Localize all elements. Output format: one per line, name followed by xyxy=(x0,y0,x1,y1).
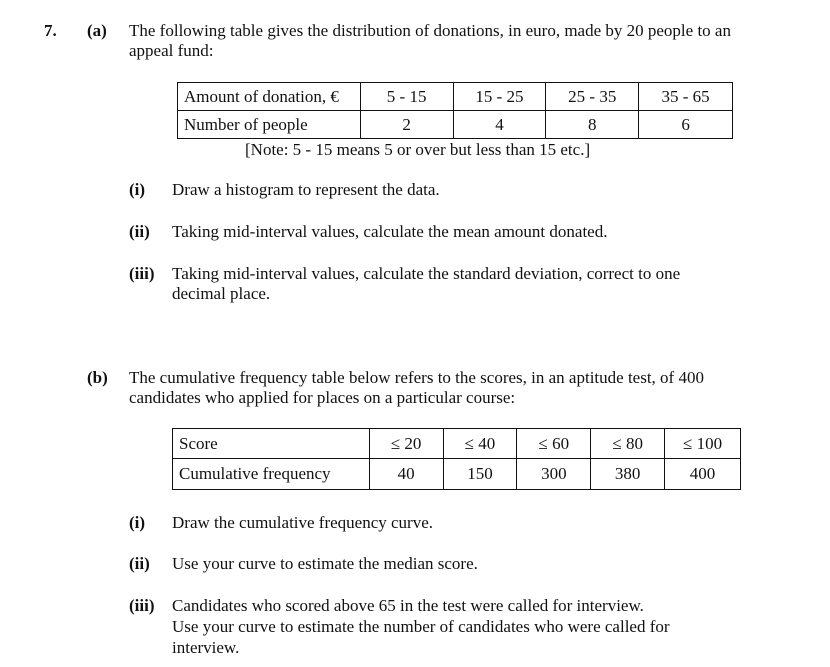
item-number: (iii) xyxy=(129,264,155,283)
table-row xyxy=(178,83,733,111)
item-text-continued: decimal place. xyxy=(172,284,271,303)
part-a-intro-line1: The following table gives the distribution of donations, in euro, made by 20 people to an xyxy=(129,21,731,40)
score-header: Score xyxy=(173,429,370,459)
item-text: Draw the cumulative frequency curve. xyxy=(172,513,434,532)
interval-cell: 15 - 25 xyxy=(453,83,546,111)
interval-cell: 25 - 35 xyxy=(546,83,639,111)
item-number: (i) xyxy=(129,180,146,199)
part-b-intro-line1: The cumulative frequency table below refers to the scores, in an aptitude test, of 400 xyxy=(129,368,704,387)
item-text: Candidates who scored above 65 in the test were called for interview. xyxy=(172,596,644,615)
table-row xyxy=(173,459,741,490)
count-cell: 4 xyxy=(453,111,546,139)
item-text: Taking mid-interval values, calculate the standard deviation, correct to one xyxy=(172,264,681,283)
item-text: Taking mid-interval values, calculate the mean amount donated. xyxy=(172,222,608,241)
question-number: 7. xyxy=(44,21,57,40)
number-of-people-header: Number of people xyxy=(178,111,361,139)
interval-cell: 5 - 15 xyxy=(360,83,453,111)
item-text-continued: Use your curve to estimate the number of candidates who were called for xyxy=(172,617,670,636)
item-text-continued: interview. xyxy=(172,638,240,657)
part-a-label: (a) xyxy=(87,21,107,40)
cumulative-cell: 380 xyxy=(591,459,665,490)
item-number: (iii) xyxy=(129,596,155,615)
table-row xyxy=(178,111,733,139)
item-text: Draw a histogram to represent the data. xyxy=(172,180,440,199)
count-cell: 8 xyxy=(546,111,639,139)
cumulative-cell: 400 xyxy=(665,459,741,490)
donations-table xyxy=(177,82,733,139)
count-cell: 6 xyxy=(639,111,733,139)
table-row xyxy=(173,429,741,459)
count-cell: 2 xyxy=(360,111,453,139)
score-cell: ≤ 40 xyxy=(443,429,517,459)
score-cell: ≤ 60 xyxy=(517,429,591,459)
score-cell: ≤ 100 xyxy=(665,429,741,459)
score-cell: ≤ 20 xyxy=(369,429,443,459)
donation-amount-header: Amount of donation, € xyxy=(178,83,361,111)
cumulative-frequency-header: Cumulative frequency xyxy=(173,459,370,490)
cumulative-cell: 300 xyxy=(517,459,591,490)
item-number: (ii) xyxy=(129,222,150,241)
cumulative-cell: 40 xyxy=(369,459,443,490)
score-cell: ≤ 80 xyxy=(591,429,665,459)
item-number: (ii) xyxy=(129,554,150,573)
item-number: (i) xyxy=(129,513,146,532)
part-b-intro-line2: candidates who applied for places on a particular course: xyxy=(129,388,516,407)
part-a-intro-line2: appeal fund: xyxy=(129,41,214,60)
item-text: Use your curve to estimate the median score. xyxy=(172,554,478,573)
table-note: [Note: 5 - 15 means 5 or over but less than 15 etc.] xyxy=(245,140,591,159)
part-b-label: (b) xyxy=(87,368,108,387)
cumulative-cell: 150 xyxy=(443,459,517,490)
interval-cell: 35 - 65 xyxy=(639,83,733,111)
cumulative-frequency-table xyxy=(172,428,741,490)
